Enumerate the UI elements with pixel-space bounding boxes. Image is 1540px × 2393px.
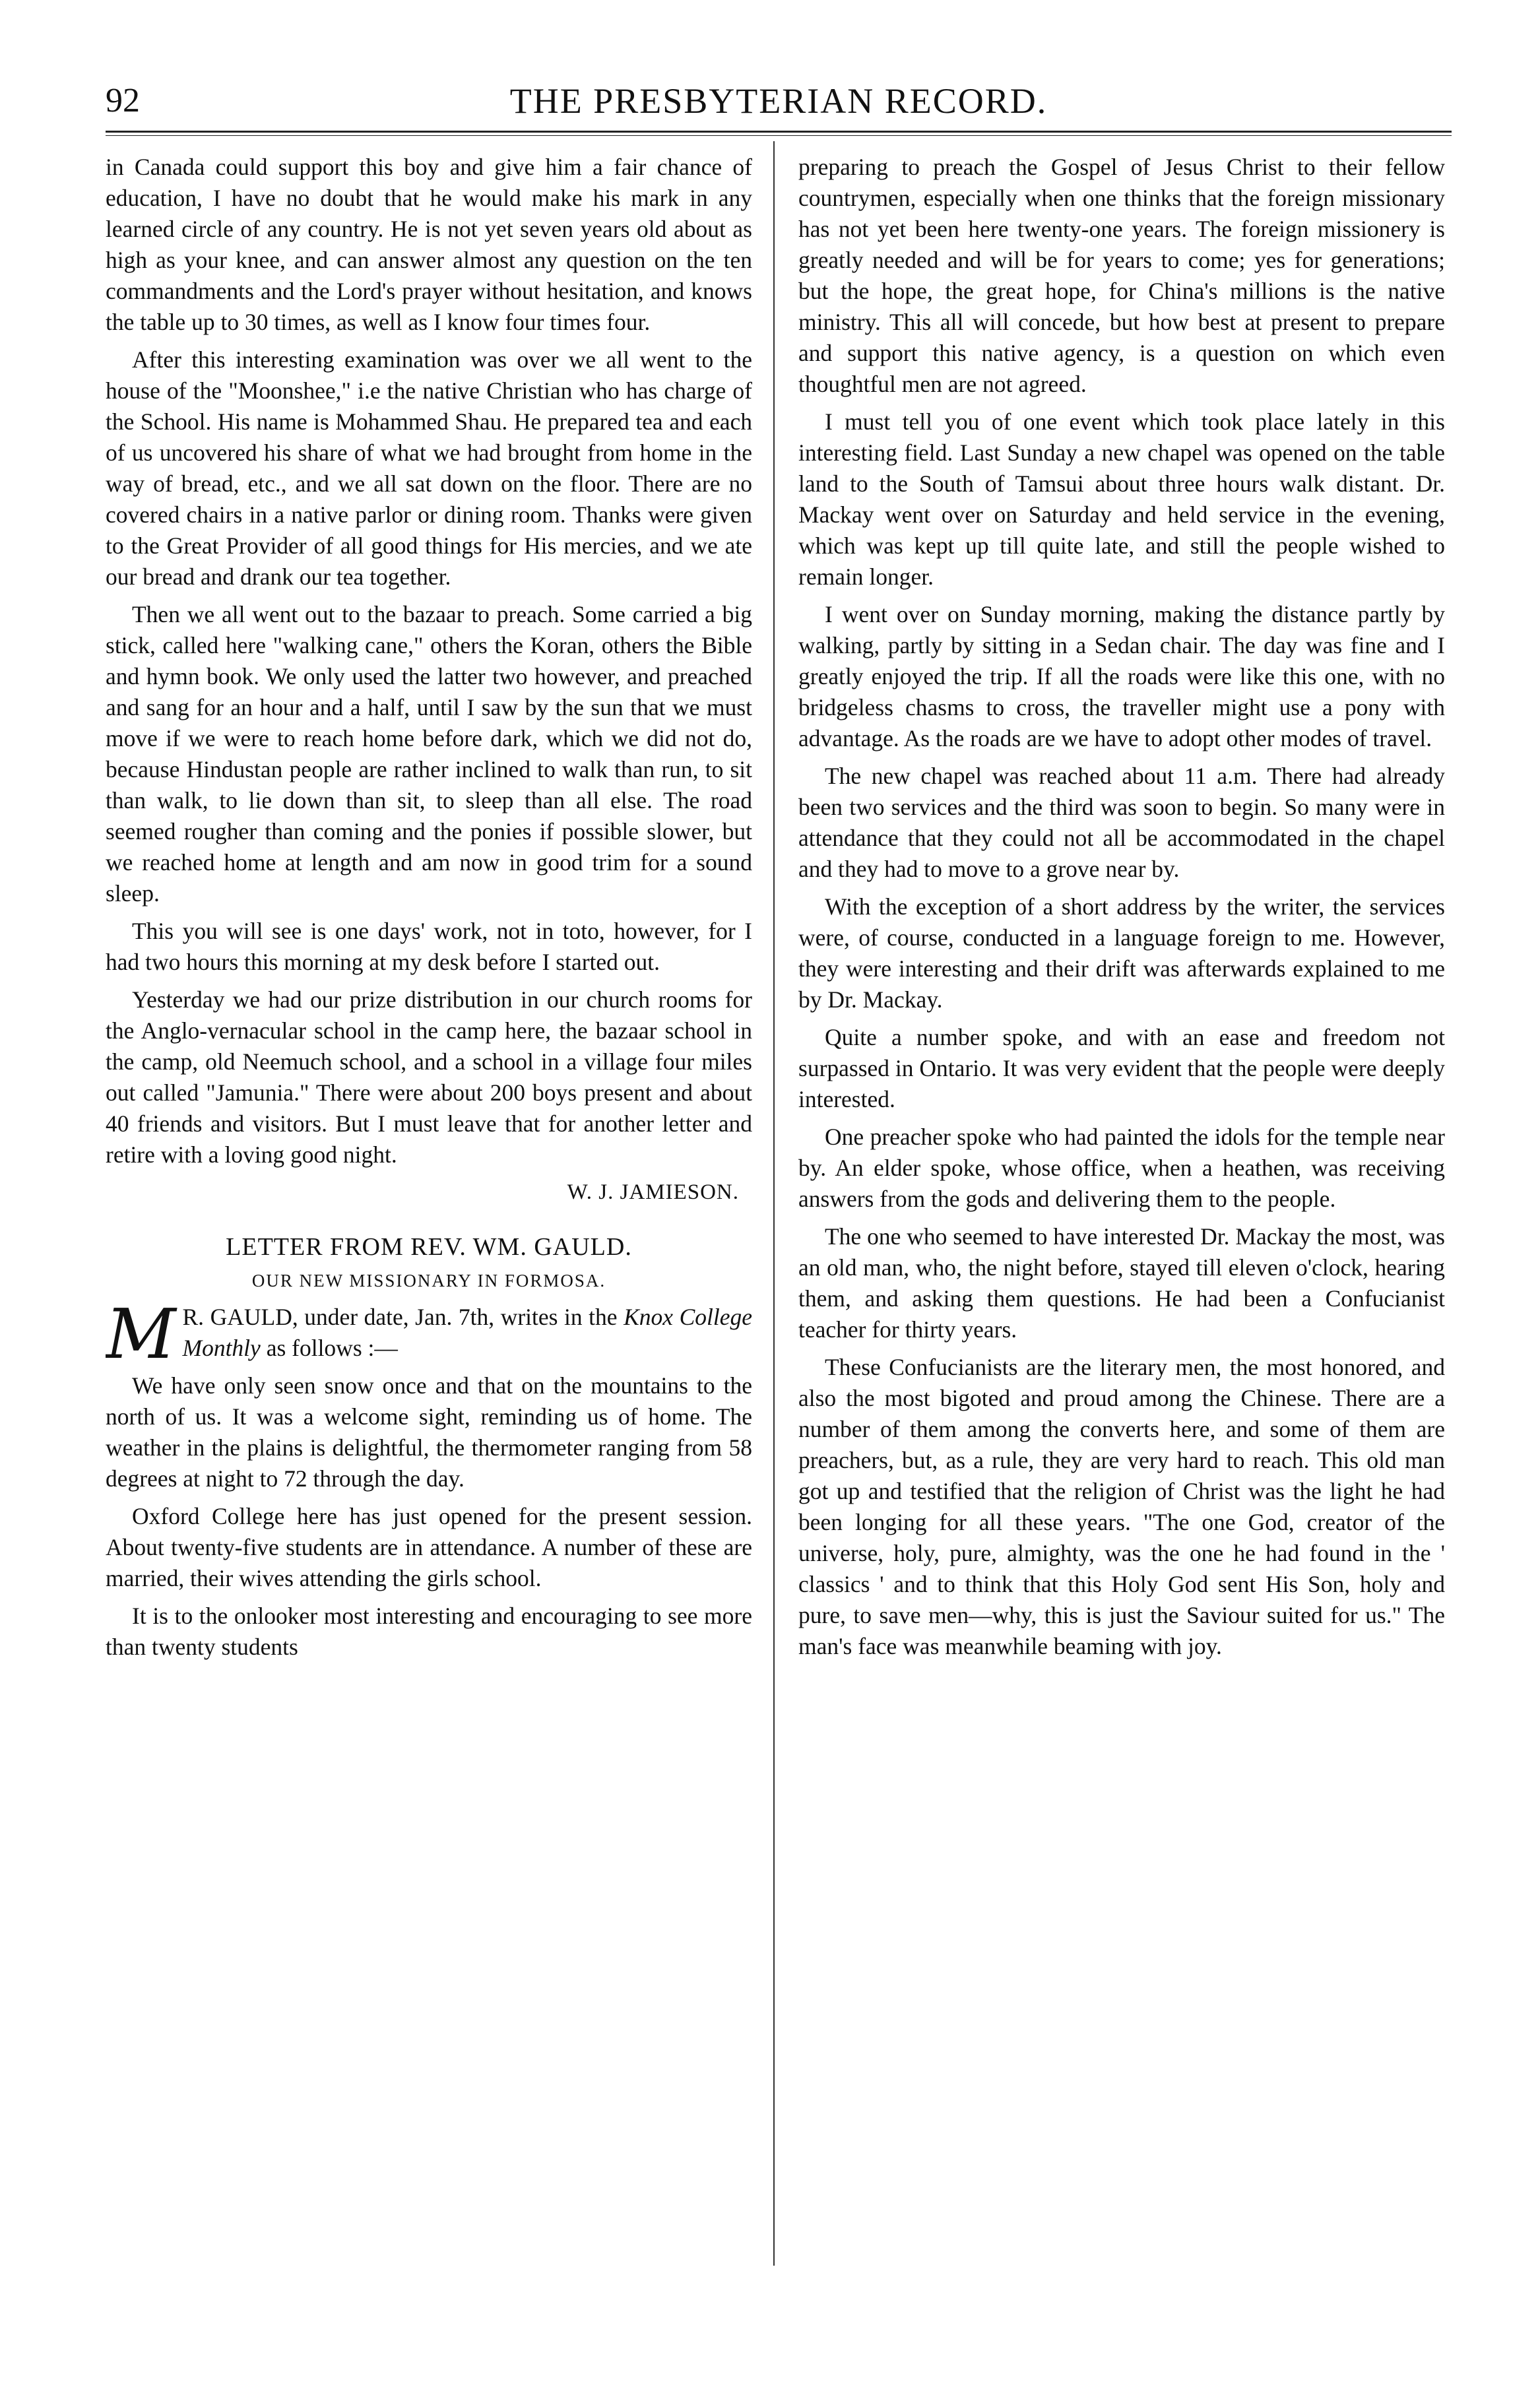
- article-paragraph: This you will see is one days' work, not in toto, however, for I had two hours this morning at my desk before I started out.: [106, 918, 752, 975]
- letter-paragraph: With the exception of a short address by the writer, the services were, of course, conducted in a language foreign to me. However, they were interesting and their drift was afterwards explained to me by Dr. Mackay.: [798, 893, 1445, 1013]
- letter-paragraph: It is to the onlooker most interesting and encouraging to see more than twenty students: [106, 1603, 752, 1660]
- right-column: [798, 152, 1445, 2329]
- column-divider: [773, 141, 775, 2266]
- author-signature: W. J. JAMIESON.: [567, 1180, 739, 1204]
- header-rule: [106, 131, 1452, 136]
- letter-paragraph: We have only seen snow once and that on the mountains to the north of us. It was a welcome sight, reminding us of home. The weather in the plains is delightful, the thermometer ranging from 58 degrees at night to 72 through the day.: [106, 1372, 752, 1492]
- drop-cap: M: [106, 1294, 176, 1374]
- article-paragraph: Then we all went out to the bazaar to preach. Some carried a big stick, called here "walking cane," others the Koran, others the Bible and hymn book. We only used the latter two however, and preached and sang for an hour and a half, until I saw by the sun that we must move if we were to reach home before dark, which we did not do, because Hindustan people are rather inclined to walk than run, to sit than walk, to lie down than sit, to sleep than all else. The road seemed rougher than coming and the ponies if possible slower, but we reached home at length and am now in good trim for a sound sleep.: [106, 601, 752, 907]
- letter-paragraph: preparing to preach the Gospel of Jesus Christ to their fellow countrymen, especially when one thinks that the foreign missionary has not yet been here twenty-one years. The foreign missionery is greatly needed and will be for years to come; yes for generations; but the hope, the great hope, for China's millions is the native ministry. This all will concede, but how best at present to prepare and support this native agency, is a question on which even thoughtful men are not agreed.: [798, 154, 1445, 397]
- letter-paragraph: The one who seemed to have interested Dr. Mackay the most, was an old man, who, the night before, stayed till eleven o'clock, hearing them, and asking them questions. He had been a Confucianist teacher for thirty years.: [798, 1223, 1445, 1343]
- letter-subheading: OUR NEW MISSIONARY IN FORMOSA.: [251, 1271, 606, 1291]
- letter-paragraph: Quite a number spoke, and with an ease and freedom not surpassed in Ontario. It was very evident that the people were deeply interested.: [798, 1024, 1445, 1112]
- page-header: [106, 78, 1452, 124]
- article-paragraph: After this interesting examination was over we all went to the house of the "Moonshee," i.e the native Christian who has charge of the School. His name is Mohammed Shau. He prepared tea and each of us uncovered his share of what we had brought from home in the way of bread, etc., and we all sat down on the floor. There are no covered chairs in a native parlor or dining room. Thanks were given to the Great Provider of all good things for His mercies, and we ate our bread and drank our tea together.: [106, 346, 752, 590]
- article-paragraph: Yesterday we had our prize distribution in our church rooms for the Anglo-vernacular school in the camp here, the bazaar school in the camp, old Neemuch school, and a school in a village four miles out called "Jamunia." There were about 200 boys present and about 40 friends and visitors. But I must leave that for another letter and retire with a loving good night.: [106, 986, 752, 1168]
- letter-heading: LETTER FROM REV. WM. GAULD.: [226, 1233, 632, 1261]
- letter-intro-paragraph: [106, 1294, 752, 1374]
- letter-paragraph: I must tell you of one event which took place lately in this interesting field. Last Sunday a new chapel was opened on the table land to the South of Tamsui about three hours walk distant. Dr. Mackay went over on Saturday and held service in the evening, which was kept up till quite late, and still the people wished to remain longer.: [798, 408, 1445, 590]
- journal-title: THE PRESBYTERIAN RECORD.: [509, 81, 1048, 121]
- letter-paragraph: Oxford College here has just opened for the present session. About twenty-five students are in attendance. A number of these are married, their wives attending the girls school.: [106, 1503, 752, 1591]
- left-column: [106, 152, 752, 2329]
- letter-intro-text-end: as follows :—: [260, 1335, 398, 1361]
- publication-name: Knox College Monthly: [182, 1304, 752, 1361]
- letter-paragraph: These Confucianists are the literary men, the most honored, and also the most bigoted and proud among the Chinese. There are a number of them among the converts here, and some of them are preachers, but, as a rule, they are very hard to reach. This old man got up and testified that the religion of Christ was the light he had been longing for all these years. "The one God, creator of the universe, holy, pure, almighty, was the one he had found in the ' classics ' and to think that this Holy God sent His Son, holy and pure, to save men—why, this is just the Saviour suited for us." The man's face was meanwhile beaming with joy.: [798, 1354, 1445, 1659]
- letter-paragraph: I went over on Sunday morning, making the distance partly by walking, partly by sitting in a Sedan chair. The day was fine and I greatly enjoyed the trip. If all the roads were like this one, with no bridgeless chasms to cross, the traveller might use a pony with advantage. As the roads are we have to adopt other modes of travel.: [798, 601, 1445, 751]
- page-number: 92: [106, 82, 140, 119]
- letter-paragraph: One preacher spoke who had painted the idols for the temple near by. An elder spoke, whose office, when a heathen, was receiving answers from the gods and delivering them to the people.: [798, 1124, 1445, 1212]
- letter-paragraph: The new chapel was reached about 11 a.m. There had already been two services and the third was soon to begin. So many were in attendance that they could not all be accommodated in the chapel and they had to move to a grove near by.: [798, 763, 1445, 882]
- article-paragraph: in Canada could support this boy and give him a fair chance of education, I have no doubt that he would make his mark in any learned circle of any country. He is not yet seven years old about as high as your knee, and can answer almost any question on the ten commandments and the Lord's prayer without hesitation, and knows the table up to 30 times, as well as I know four times four.: [106, 154, 752, 335]
- letter-intro-text: R. GAULD, under date, Jan. 7th, writes in the: [182, 1304, 624, 1330]
